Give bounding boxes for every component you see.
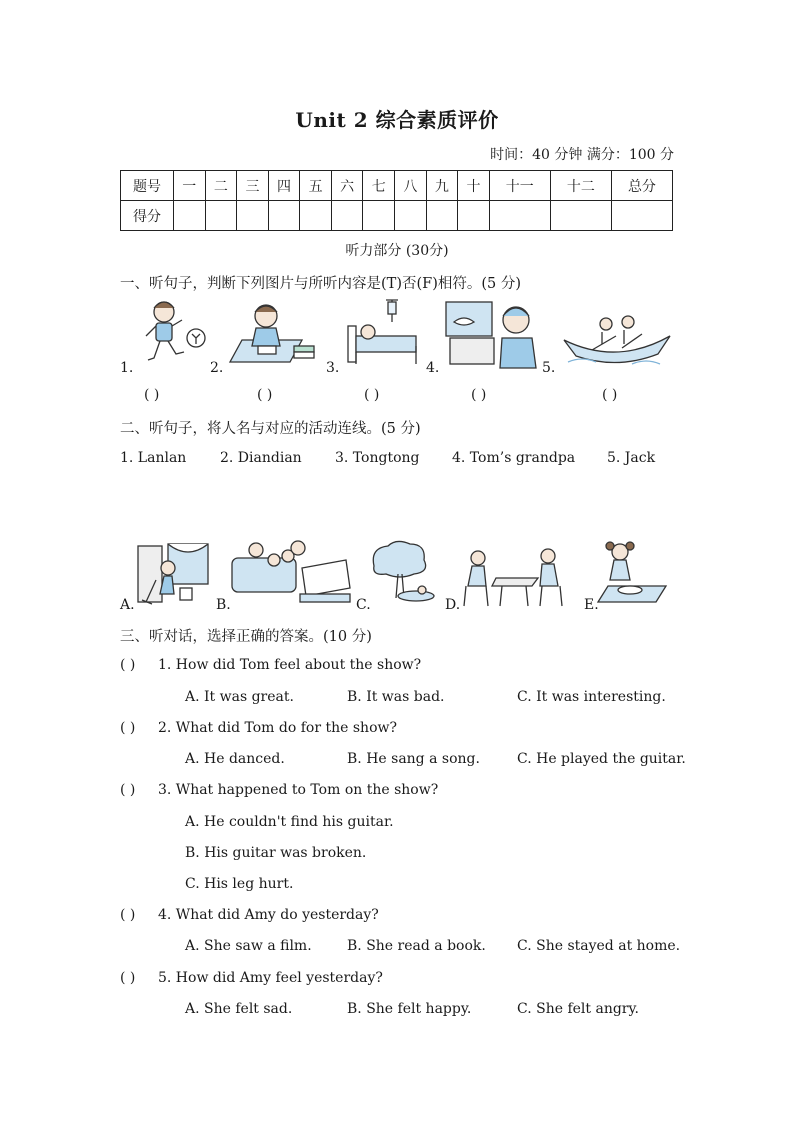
- answer-blank[interactable]: ( ): [257, 387, 273, 403]
- option-a: A. She saw a film.: [185, 938, 312, 954]
- hospital-bed-icon: [344, 296, 422, 372]
- option-b: B. His guitar was broken.: [185, 845, 367, 861]
- answer-blank[interactable]: ( ): [120, 907, 136, 923]
- cafe-table-icon: [462, 546, 568, 608]
- person-name: 2. Diandian: [220, 450, 302, 466]
- boy-reading-icon: [228, 300, 320, 372]
- family-tv-icon: [230, 538, 354, 606]
- column-header: 八: [395, 171, 427, 201]
- score-cell[interactable]: [395, 201, 427, 231]
- option-c: C. His leg hurt.: [185, 876, 294, 892]
- option-a: A. He couldn't find his guitar.: [185, 814, 394, 830]
- question-text: 1. How did Tom feel about the show?: [158, 657, 422, 673]
- column-header: 总分: [611, 171, 672, 201]
- question-text: 5. How did Amy feel yesterday?: [158, 970, 383, 986]
- answer-blank[interactable]: ( ): [120, 970, 136, 986]
- option-b: B. He sang a song.: [347, 751, 480, 767]
- column-header: 一: [174, 171, 206, 201]
- question-text: 4. What did Amy do yesterday?: [158, 907, 379, 923]
- score-table: [120, 170, 673, 231]
- option-b: B. She felt happy.: [347, 1001, 472, 1017]
- answer-blank[interactable]: ( ): [120, 657, 136, 673]
- column-header: 九: [426, 171, 458, 201]
- score-cell[interactable]: [268, 201, 300, 231]
- sweeping-icon: [134, 540, 214, 606]
- picture-letter: D.: [445, 597, 461, 613]
- page-title: Unit 2 综合素质评价: [295, 108, 499, 132]
- table-row: [121, 201, 673, 231]
- column-header: 六: [331, 171, 363, 201]
- score-cell[interactable]: [331, 201, 363, 231]
- answer-blank[interactable]: ( ): [144, 387, 160, 403]
- answer-blank[interactable]: ( ): [602, 387, 618, 403]
- answer-blank[interactable]: ( ): [120, 720, 136, 736]
- column-header: 十: [458, 171, 490, 201]
- row-label: 得分: [121, 201, 174, 231]
- column-header: 三: [237, 171, 269, 201]
- option-c: C. She stayed at home.: [517, 938, 681, 954]
- girl-cooking-icon: [596, 540, 670, 608]
- score-cell[interactable]: [300, 201, 332, 231]
- score-cell[interactable]: [550, 201, 611, 231]
- score-cell[interactable]: [237, 201, 269, 231]
- option-b: B. It was bad.: [347, 689, 445, 705]
- listening-section-title: 听力部分 (30分): [345, 243, 449, 259]
- question-text: 2. What did Tom do for the show?: [158, 720, 397, 736]
- question-text: 3. What happened to Tom on the show?: [158, 782, 439, 798]
- part3-heading: 三、听对话，选择正确的答案。(10 分): [120, 629, 372, 645]
- option-b: B. She read a book.: [347, 938, 486, 954]
- picture-letter: A.: [120, 597, 135, 613]
- person-name: 5. Jack: [607, 450, 656, 466]
- answer-blank[interactable]: ( ): [120, 782, 136, 798]
- column-header: 五: [300, 171, 332, 201]
- picture-letter: C.: [356, 597, 371, 613]
- answer-blank[interactable]: ( ): [471, 387, 487, 403]
- score-cell[interactable]: [489, 201, 550, 231]
- option-a: A. It was great.: [185, 689, 294, 705]
- score-cell[interactable]: [205, 201, 237, 231]
- item-number: 1.: [120, 360, 134, 376]
- column-header: 二: [205, 171, 237, 201]
- item-number: 3.: [326, 360, 340, 376]
- answer-blank[interactable]: ( ): [364, 387, 380, 403]
- boat-icon: [562, 310, 672, 368]
- part1-heading: 一、听句子，判断下列图片与所听内容是(T)否(F)相符。(5 分): [120, 276, 522, 292]
- option-a: A. He danced.: [185, 751, 285, 767]
- option-c: C. He played the guitar.: [517, 751, 686, 767]
- item-number: 5.: [542, 360, 556, 376]
- boy-aquarium-icon: [444, 298, 542, 372]
- option-a: A. She felt sad.: [185, 1001, 293, 1017]
- score-cell[interactable]: [458, 201, 490, 231]
- item-number: 4.: [426, 360, 440, 376]
- person-name: 4. Tom’s grandpa: [452, 450, 576, 466]
- option-c: C. She felt angry.: [517, 1001, 639, 1017]
- option-c: C. It was interesting.: [517, 689, 666, 705]
- boy-soccer-icon: [140, 296, 210, 374]
- column-header: 十二: [550, 171, 611, 201]
- column-header: 七: [363, 171, 395, 201]
- picture-letter: E.: [584, 597, 599, 613]
- column-header: 十一: [489, 171, 550, 201]
- exam-meta: 时间：40 分钟 满分：100 分: [490, 147, 674, 163]
- table-row: [121, 171, 673, 201]
- score-cell[interactable]: [363, 201, 395, 231]
- person-name: 3. Tongtong: [335, 450, 420, 466]
- item-number: 2.: [210, 360, 224, 376]
- column-header: 四: [268, 171, 300, 201]
- score-cell[interactable]: [174, 201, 206, 231]
- score-cell[interactable]: [426, 201, 458, 231]
- part2-heading: 二、听句子，将人名与对应的活动连线。(5 分): [120, 421, 421, 437]
- row-label: 题号: [121, 171, 174, 201]
- score-cell[interactable]: [611, 201, 672, 231]
- tree-swimming-icon: [366, 538, 440, 606]
- picture-letter: B.: [216, 597, 231, 613]
- person-name: 1. Lanlan: [120, 450, 187, 466]
